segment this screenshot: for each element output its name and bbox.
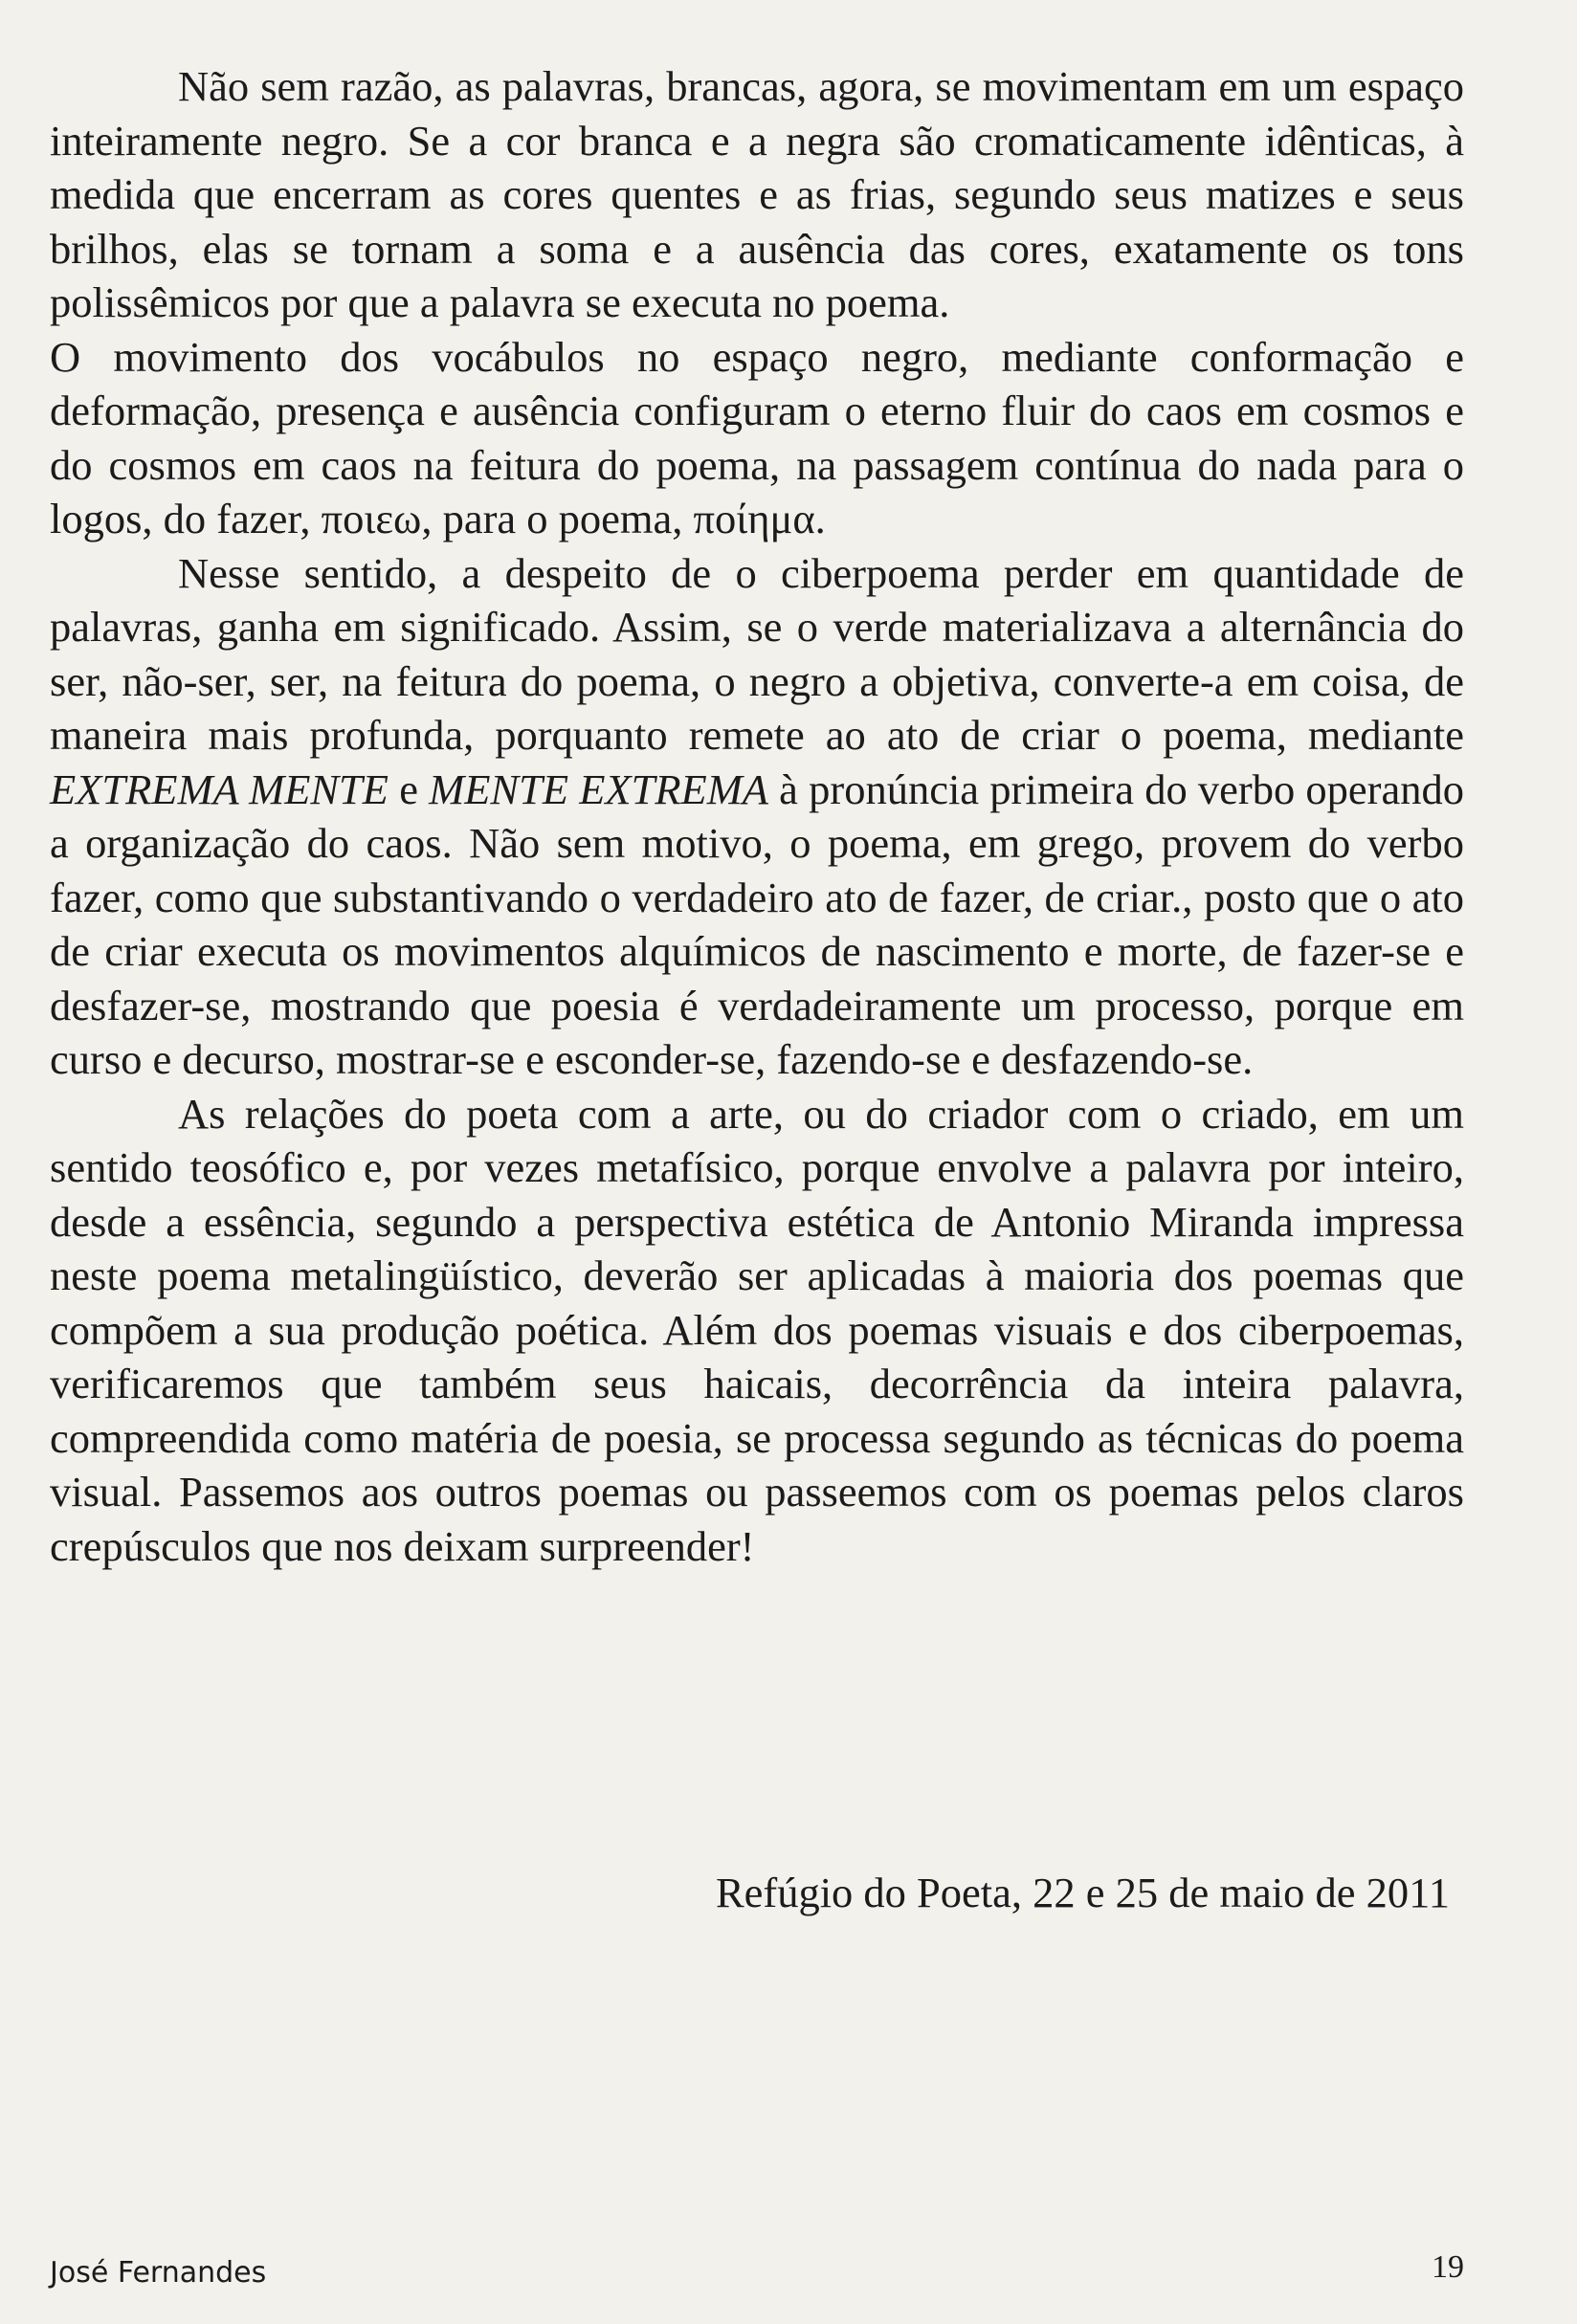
signoff-place-date: Refúgio do Poeta, 22 e 25 de maio de 2011 xyxy=(715,1869,1450,1916)
paragraph-2 xyxy=(50,330,1464,546)
paragraph-2-text: O movimento dos vocábulos no espaço negro, mediante conformação e deformação, presença e ausência configuram o eterno fluir do caos em cosmos e do cosmos em caos na feitura do poema, na passagem contínua do nada para o logos, do fazer, ποιεω, para o poema, ποίημα. xyxy=(50,332,1464,542)
italic-mente-extrema: MENTE EXTREMA xyxy=(429,764,768,813)
paragraph-3 xyxy=(50,546,1464,1087)
page-number: 19 xyxy=(1432,2249,1464,2285)
italic-extrema-mente: EXTREMA MENTE xyxy=(50,764,389,813)
paragraph-3-text-b: à pronúncia primeira do verbo operando a organização do caos. Não sem motivo, o poema, em grego, provem do verbo fazer, como que substantivando o verdadeiro ato de fazer, de criar., posto que o ato de criar executa os movimentos alquímicos de nascimento e morte, de fazer-se e desfazer-se, mostrando que poesia é verdadeiramente um processo, porque em curso e decurso, mostrar-se e esconder-se, fazendo-se e desfazendo-se. xyxy=(50,764,1464,1083)
paragraph-4-text: As relações do poeta com a arte, ou do criador com o criado, em um sentido teosófico e, por vezes metafísico, porque envolve a palavra por inteiro, desde a essência, segundo a perspectiva estética de Antonio Miranda impressa neste poema metalingüístico, deverão ser aplicadas à maioria dos poemas que compõem a sua produção poética. Além dos poemas visuais e dos ciberpoemas, verificaremos que também seus haicais, decorrência da inteira palavra, compreendida como matéria de poesia, se processa segundo as técnicas do poema visual. Passemos aos outros poemas ou passeemos com os poemas pelos claros crepúsculos que nos deixam surpreender! xyxy=(50,1089,1464,1570)
footer-author: José Fernandes xyxy=(50,2256,267,2290)
body-text xyxy=(50,59,1464,1573)
paragraph-1 xyxy=(50,59,1464,330)
paragraph-1-text: Não sem razão, as palavras, brancas, agora, se movimentam em um espaço inteiramente negro. Se a cor branca e a negra são cromaticamente idênticas, à medida que encerram as cores quentes e as frias, segundo seus matizes e seus brilhos, elas se tornam a soma e a ausência das cores, exatamente os tons polissêmicos por que a palavra se executa no poema. xyxy=(50,62,1464,326)
conjunction: e xyxy=(399,764,418,813)
paragraph-4 xyxy=(50,1087,1464,1574)
paragraph-3-text-a: Nesse sentido, a despeito de o ciberpoema perder em quantidade de palavras, ganha em significado. Assim, se o verde materializava a alternância do ser, não-ser, ser, na feitura do poema, o negro a objetiva, converte-a em coisa, de maneira mais profunda, porquanto remete ao ato de criar o poema, mediante xyxy=(50,548,1464,759)
